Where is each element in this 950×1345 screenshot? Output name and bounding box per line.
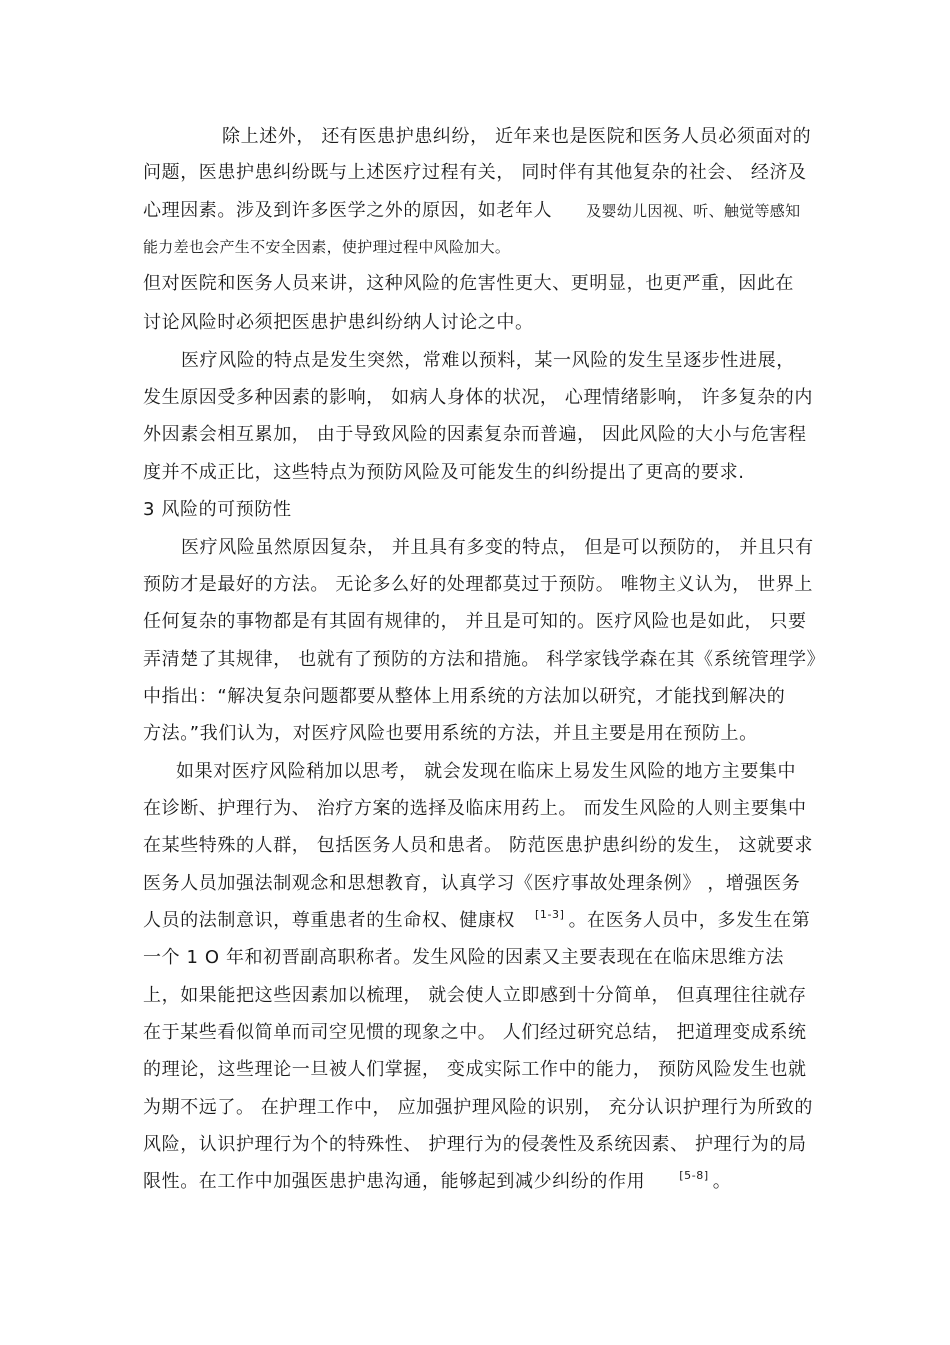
text-line: 但对医院和医务人员来讲，这种风险的危害性更大、更明显，也更严重，因此在 (143, 273, 794, 294)
text-line: 如果对医疗风险稍加以思考， 就会发现在临床上易发生风险的地方主要集中 (176, 761, 797, 782)
text-line: 能力差也会产生不安全因素，使护理过程中风险加大。 (143, 238, 511, 256)
text-line: 在某些特殊的人群， 包括医务人员和患者。 防范医患护患纠纷的发生， 这就要求 (143, 835, 813, 856)
text-line: 中指出：“解决复杂问题都要从整体上用系统的方法加以研究，才能找到解决的 (143, 686, 786, 707)
text-line (143, 909, 810, 933)
text-line: 问题，医患护患纠纷既与上述医疗过程有关， 同时伴有其他复杂的社会、 经济及 (143, 162, 807, 183)
section-heading: 3 风险的可预防性 (143, 499, 292, 520)
text-segment: 及婴幼儿因视、听、触觉等感知 (586, 202, 801, 220)
text-line: 医疗风险虽然原因复杂， 并且具有多变的特点， 但是可以预防的， 并且只有 (181, 537, 814, 558)
text-line: 的理论，这些理论一旦被人们掌握， 变成实际工作中的能力， 预防风险发生也就 (143, 1059, 807, 1080)
text-line: 在诊断、护理行为、 治疗方案的选择及临床用药上。 而发生风险的人则主要集中 (143, 798, 807, 819)
text-line (143, 199, 800, 223)
text-line: 方法。”我们认为，对医疗风险也要用系统的方法，并且主要是用在预防上。 (143, 723, 758, 744)
text-line: 除上述外， 还有医患护患纠纷， 近年来也是医院和医务人员必须面对的 (222, 126, 812, 147)
text-segment: 人员的法制意识，尊重患者的生命权、健康权 (143, 910, 515, 931)
citation-reference: [5-8] (679, 1169, 709, 1182)
text-line: 弄清楚了其规律， 也就有了预防的方法和措施。 科学家钱学森在其《系统管理学》 (143, 649, 826, 670)
text-segment: 限性。在工作中加强医患护患沟通，能够起到减少纠纷的作用 (143, 1171, 646, 1192)
citation-reference: [1-3] (535, 908, 565, 921)
text-line: 为期不远了。 在护理工作中， 应加强护理风险的识别， 充分认识护理行为所致的 (143, 1097, 813, 1118)
text-segment: 。 (712, 1171, 732, 1192)
text-line: 风险，认识护理行为个的特殊性、 护理行为的侵袭性及系统因素、 护理行为的局 (143, 1134, 807, 1155)
text-line (143, 1170, 731, 1194)
text-line: 医务人员加强法制观念和思想教育，认真学习《医疗事故处理条例》 ，增强医务 (143, 873, 801, 894)
text-line: 度并不成正比，这些特点为预防风险及可能发生的纠纷提出了更高的要求. (143, 462, 745, 483)
text-line: 预防才是最好的方法。 无论多么好的处理都莫过于预防。 唯物主义认为， 世界上 (143, 574, 813, 595)
text-segment: 。在医务人员中，多发生在第 (568, 910, 811, 931)
text-segment: 心理因素。涉及到许多医学之外的原因，如老年人 (143, 200, 553, 221)
text-line: 一个 1 O 年和初晋副高职称者。发生风险的因素又主要表现在在临床思维方法 (143, 947, 784, 968)
text-line: 外因素会相互累加， 由于导致风险的因素复杂而普遍， 因此风险的大小与危害程 (143, 424, 807, 445)
text-line: 在于某些看似简单而司空见惯的现象之中。 人们经过研究总结， 把道理变成系统 (143, 1022, 807, 1043)
text-line: 医疗风险的特点是发生突然，常难以预料，某一风险的发生呈逐步性进展， (181, 350, 795, 371)
text-line: 上，如果能把这些因素加以梳理， 就会使人立即感到十分简单， 但真理往往就存 (143, 985, 807, 1006)
text-line: 发生原因受多种因素的影响， 如病人身体的状况， 心理情绪影响， 许多复杂的内 (143, 387, 813, 408)
text-line: 任何复杂的事物都是有其固有规律的， 并且是可知的。医疗风险也是如此， 只要 (143, 611, 807, 632)
text-line: 讨论风险时必须把医患护患纠纷纳人讨论之中。 (143, 312, 534, 333)
